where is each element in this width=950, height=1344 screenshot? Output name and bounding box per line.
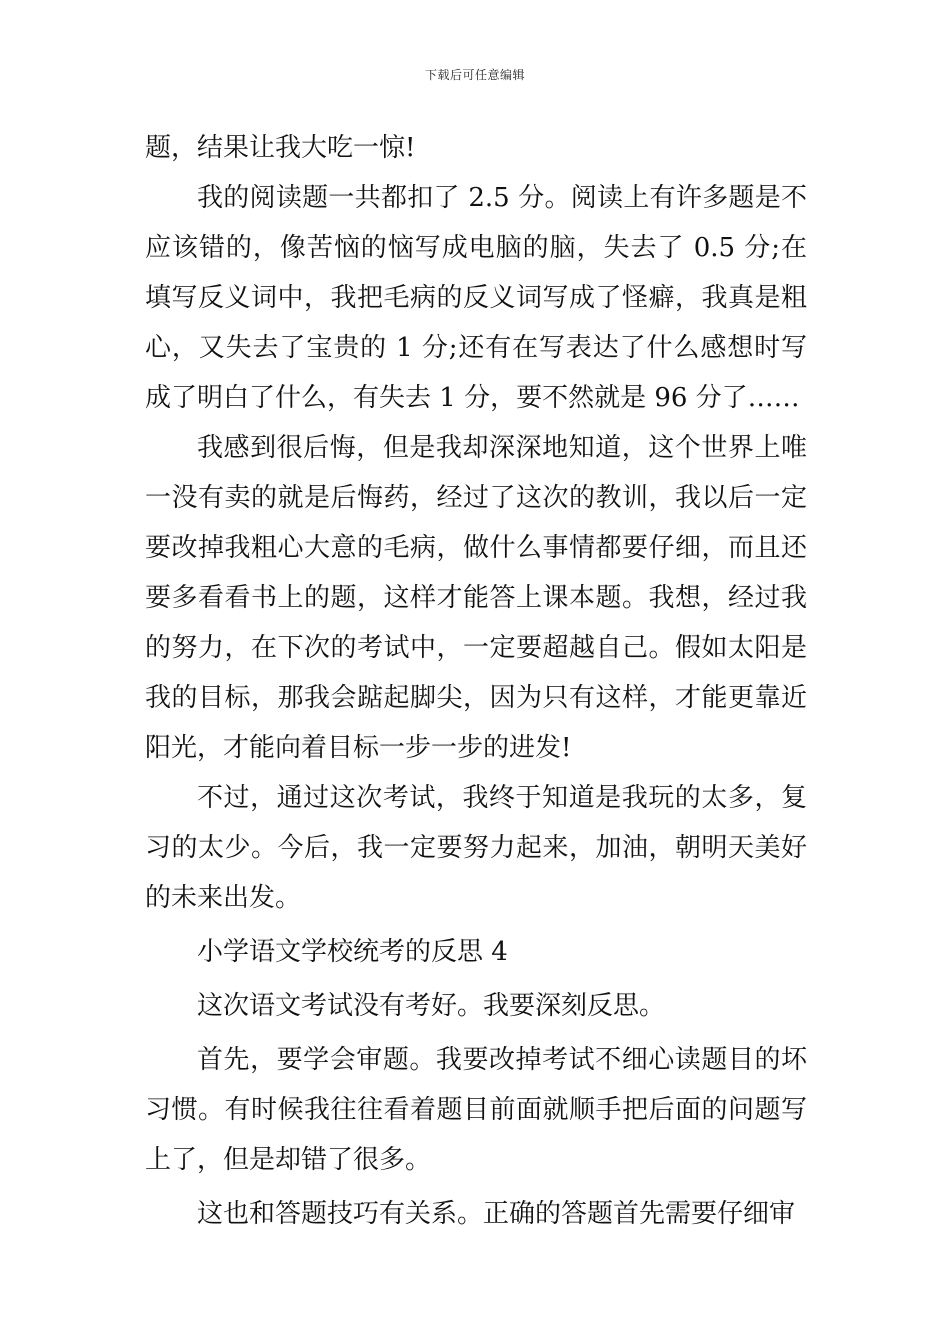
section-heading: 小学语文学校统考的反思 4 <box>197 937 508 967</box>
paragraph-answer-skills: 这也和答题技巧有关系。正确的答题首先需要仔细审 <box>197 1199 796 1229</box>
paragraph-first-point: 首先，要学会审题。我要改掉考试不细心读题目的坏习惯。有时候我往往看着题目前面就顺手把后面的问题写上了，但是却错了很多。 <box>145 1045 807 1175</box>
paragraph-reading-score: 我的阅读题一共都扣了 2.5 分。阅读上有许多题是不应该错的，像苦恼的恼写成电脑的脑，失去了 0.5 分;在填写反义词中，我把毛病的反义词写成了怪癖，我真是粗心，又失去了宝贵的 1 分;还有在写表达了什么感想时写成了明白了什么，有失去 1 分，要不然就是 96 分了…… <box>145 183 807 413</box>
paragraph-continuation: 题，结果让我大吃一惊! <box>145 133 416 163</box>
page-header: 下载后可任意编辑 <box>424 68 525 82</box>
document-body <box>145 123 807 1239</box>
paragraph-conclusion: 不过，通过这次考试，我终于知道是我玩的太多，复习的太少。今后，我一定要努力起来，加油，朝明天美好的未来出发。 <box>145 783 807 913</box>
paragraph-intro: 这次语文考试没有考好。我要深刻反思。 <box>197 991 666 1021</box>
paragraph-regret: 我感到很后悔，但是我却深深地知道，这个世界上唯一没有卖的就是后悔药，经过了这次的教训，我以后一定要改掉我粗心大意的毛病，做什么事情都要仔细，而且还要多看看书上的题，这样才能答上课本题。我想，经过我的努力，在下次的考试中，一定要超越自己。假如太阳是我的目标，那我会踮起脚尖，因为只有这样，才能更靠近阳光，才能向着目标一步一步的进发! <box>145 433 807 763</box>
